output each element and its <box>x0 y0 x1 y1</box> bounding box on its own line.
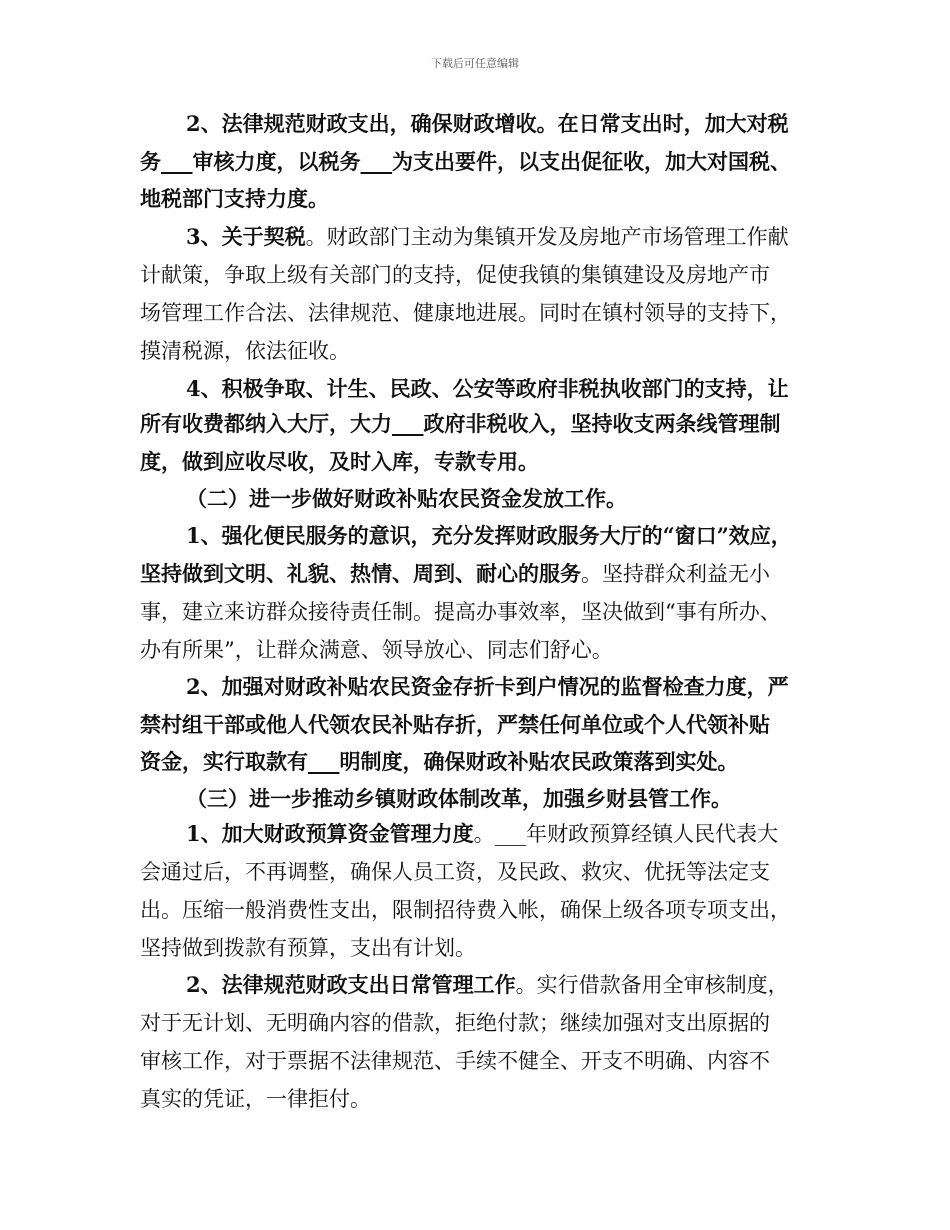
bold-text: 坚持做到文明、礼貌、热情、周到、耐心的服务 <box>140 561 581 586</box>
paragraph-8-line-1 <box>186 822 778 846</box>
bold-text: 2、法律规范财政支出，确保财政增收。在日常支出时，加大对税 <box>186 111 789 136</box>
paragraph-2-line-3 <box>140 301 791 325</box>
bold-text: 地税部门支持力度。 <box>140 186 329 211</box>
bold-text: 1、加大财政预算资金管理力度 <box>186 821 474 846</box>
body-text: 事，建立来访群众接待责任制。提高办事效率，坚决做到“事有所办、 <box>140 600 781 624</box>
paragraph-8-line-2 <box>140 860 770 884</box>
body-text: 场管理工作合法、法律规范、健康地进展。同时在镇村领导的支持下， <box>140 301 791 325</box>
bold-text: 1、强化便民服务的意识，充分发挥财政服务大厅的“窗口”效应， <box>186 523 792 548</box>
bold-text: 务___审核力度，以税务___为支出要件，以支出促征收，加大对国税、 <box>140 149 791 174</box>
body-text: 会通过后，不再调整，确保人员工资，及民政、救灾、优抚等法定支 <box>140 860 770 884</box>
body-text: 坚持做到拨款有预算，支出有计划。 <box>140 936 476 960</box>
body-text: 审核工作，对于票据不法律规范、手续不健全、开支不明确、内容不 <box>140 1049 770 1073</box>
paragraph-2-line-2 <box>140 263 770 287</box>
bold-text: 禁村组干部或他人代领农民补贴存折，严禁任何单位或个人代领补贴 <box>140 712 770 737</box>
paragraph-9-line-2 <box>140 1011 770 1035</box>
bold-text: （二）进一步做好财政补贴农民资金发放工作。 <box>186 486 627 511</box>
paragraph-6-line-1 <box>186 675 789 699</box>
paragraph-7-line-1 <box>186 787 732 811</box>
bold-text: 3、关于契税 <box>186 224 306 249</box>
paragraph-3-line-3 <box>140 450 539 474</box>
paragraph-2-line-1 <box>186 225 789 249</box>
paragraph-5-line-3 <box>140 600 781 624</box>
paragraph-8-line-3 <box>140 898 791 922</box>
paragraph-3-line-1 <box>186 377 789 401</box>
body-text: 真实的凭证，一律拒付。 <box>140 1087 371 1111</box>
body-text: 计献策，争取上级有关部门的支持，促使我镇的集镇建设及房地产市 <box>140 263 770 287</box>
body-text: 出。压缩一般消费性支出，限制招待费入帐，确保上级各项专项支出， <box>140 898 791 922</box>
paragraph-9-line-4 <box>140 1087 371 1111</box>
paragraph-6-line-2 <box>140 713 770 737</box>
paragraph-1-line-3 <box>140 187 329 211</box>
bold-text: 资金，实行取款有___明制度，确保财政补贴农民政策落到实处。 <box>140 749 739 774</box>
body-text: 。___年财政预算经镇人民代表大 <box>473 822 779 846</box>
paragraph-5-line-2 <box>140 562 770 586</box>
bold-text: （三）进一步推动乡镇财政体制改革，加强乡财县管工作。 <box>186 786 732 811</box>
bold-text: 度，做到应收尽收，及时入库，专款专用。 <box>140 449 539 474</box>
paragraph-1-line-1 <box>186 112 789 136</box>
bold-text: 4、积极争取、计生、民政、公安等政府非税执收部门的支持，让 <box>186 376 789 401</box>
body-text: 。坚持群众利益无小 <box>581 562 770 586</box>
paragraph-9-line-3 <box>140 1049 770 1073</box>
paragraph-9-line-1 <box>186 973 789 997</box>
bold-text: 2、法律规范财政支出日常管理工作 <box>186 972 516 997</box>
paragraph-5-line-4 <box>140 638 613 662</box>
bold-text: 所有收费都纳入大厅，大力___政府非税收入，坚持收支两条线管理制 <box>140 411 781 436</box>
paragraph-8-line-4 <box>140 936 476 960</box>
bold-text: 2、加强对财政补贴农民资金存折卡到户情况的监督检查力度，严 <box>186 674 789 699</box>
paragraph-4-line-1 <box>186 487 627 511</box>
paragraph-2-line-4 <box>140 339 350 363</box>
body-text: 。财政部门主动为集镇开发及房地产市场管理工作献 <box>305 225 789 249</box>
body-text: 摸清税源，依法征收。 <box>140 339 350 363</box>
body-text: 办有所果”，让群众满意、领导放心、同志们舒心。 <box>140 638 613 662</box>
page-header: 下载后可任意编辑 <box>431 57 519 70</box>
body-text: 。实行借款备用全审核制度， <box>515 973 789 997</box>
paragraph-3-line-2 <box>140 412 781 436</box>
paragraph-1-line-2 <box>140 150 791 174</box>
paragraph-5-line-1 <box>186 524 792 548</box>
paragraph-6-line-3 <box>140 750 739 774</box>
body-text: 对于无计划、无明确内容的借款，拒绝付款；继续加强对支出原据的 <box>140 1011 770 1035</box>
